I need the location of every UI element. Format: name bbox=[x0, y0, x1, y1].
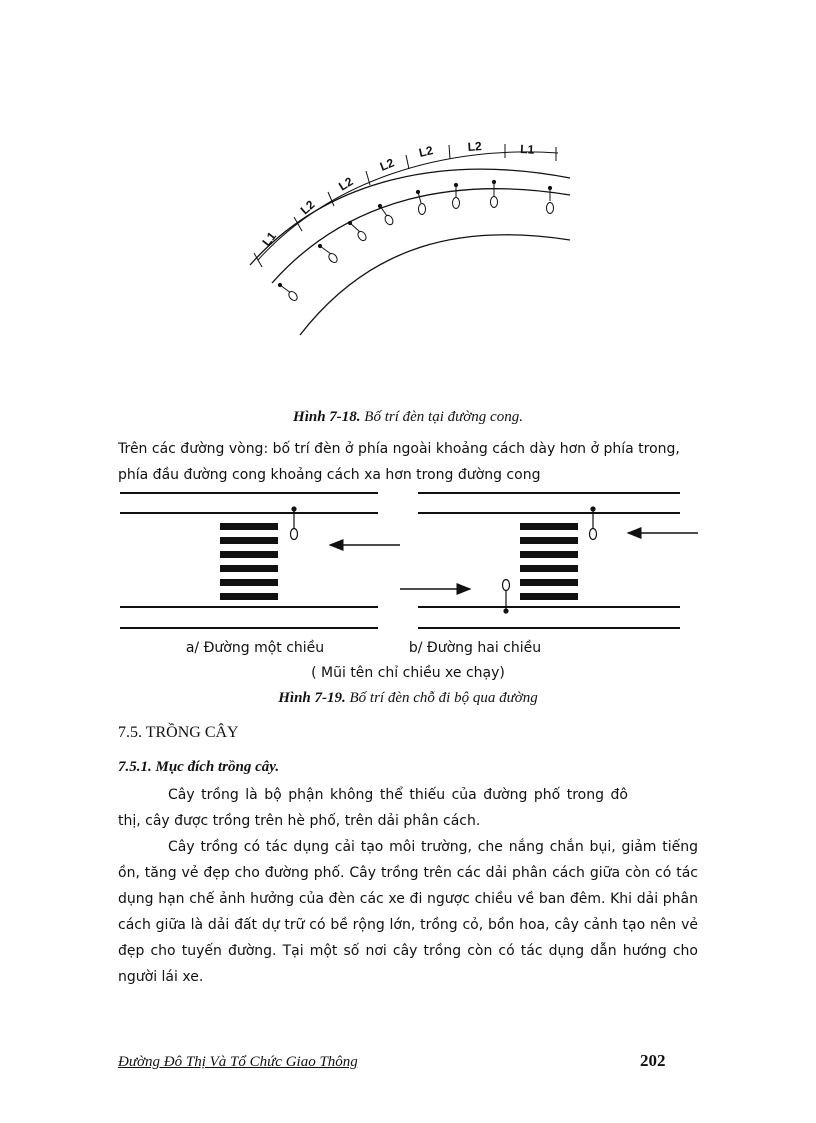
zebra-crossing-b bbox=[520, 523, 578, 600]
footer-book-title: Đường Đô Thị Và Tổ Chức Giao Thông bbox=[118, 1054, 358, 1070]
page-number: 202 bbox=[640, 1051, 666, 1070]
dim-label-3: L2 bbox=[336, 174, 356, 194]
paragraph-1: Cây trồng là bộ phận không thể thiếu của đường phố trong đô thị, cây được trồng trên hè phố, trên dải phân cách. bbox=[118, 787, 628, 829]
label-one-way: a/ Đường một chiều bbox=[185, 640, 325, 656]
dim-label-4: L2 bbox=[377, 155, 397, 174]
label-two-way: b/ Đường hai chiều bbox=[408, 640, 542, 656]
one-way-road bbox=[120, 493, 400, 628]
figure-18-number: Hình 7-18. bbox=[293, 409, 361, 425]
dim-label-1: L1 bbox=[259, 229, 279, 249]
lamp-a bbox=[291, 507, 298, 540]
figure-note-line-1: Trên các đường vòng: bố trí đèn ở phía ngoài khoảng cách dày hơn ở phía trong, bbox=[118, 441, 680, 457]
figure-note bbox=[118, 436, 698, 488]
lamp bbox=[416, 190, 425, 214]
lamp bbox=[278, 283, 298, 302]
road-inner-edge bbox=[300, 235, 570, 335]
figure-19-title: Bố trí đèn chỗ đi bộ qua đường bbox=[349, 690, 538, 706]
paragraph-2: Cây trồng có tác dụng cải tạo môi trường, che nắng chắn bụi, giảm tiếng ồn, tăng vẻ đẹp cho đường phố. Cây trồng trên các dải phân cách giữa còn có tác dụng hạn chế ảnh hưởng của đèn các xe đi ngược chiều về ban đêm. Khi dải phân cách giữa là dải đất dự trữ có bề rộng lớn, trồng cỏ, bồn hoa, cây cảnh tạo nên vẻ đẹp cho tuyến đường. Tại một số nơi cây trồng còn có tác dụng dẫn hướng cho người lái xe. bbox=[118, 839, 698, 985]
crosswalk-lighting-figure bbox=[110, 485, 710, 635]
dim-label-2: L2 bbox=[297, 197, 318, 218]
lamp bbox=[491, 180, 498, 207]
dim-label-6: L2 bbox=[467, 139, 483, 154]
lamp bbox=[348, 221, 367, 242]
figure-note-line-2: phía đầu đường cong khoảng cách xa hơn trong đường cong bbox=[118, 467, 541, 483]
lamp bbox=[453, 183, 460, 208]
lamp-b-top bbox=[590, 507, 597, 540]
section-body bbox=[118, 782, 698, 990]
lamp bbox=[547, 186, 554, 213]
figure-19-number: Hình 7-19. bbox=[278, 690, 346, 706]
lamps bbox=[278, 180, 553, 302]
figure-18-title: Bố trí đèn tại đường cong. bbox=[364, 409, 523, 425]
section-subheading: 7.5.1. Mục đích trồng cây. bbox=[118, 759, 280, 775]
two-way-road bbox=[400, 493, 698, 628]
curve-lighting-figure bbox=[230, 135, 590, 355]
dim-label-7: L1 bbox=[519, 142, 535, 157]
lamp bbox=[378, 204, 394, 226]
zebra-crossing-a bbox=[220, 523, 278, 600]
section-heading: 7.5. TRỒNG CÂY bbox=[118, 724, 239, 741]
arrow-note: ( Mũi tên chỉ chiều xe chạy) bbox=[311, 665, 505, 681]
figure-18-caption bbox=[200, 409, 616, 426]
dim-label-5: L2 bbox=[417, 143, 435, 160]
lamp bbox=[318, 244, 338, 264]
figure-19-caption bbox=[200, 690, 616, 707]
